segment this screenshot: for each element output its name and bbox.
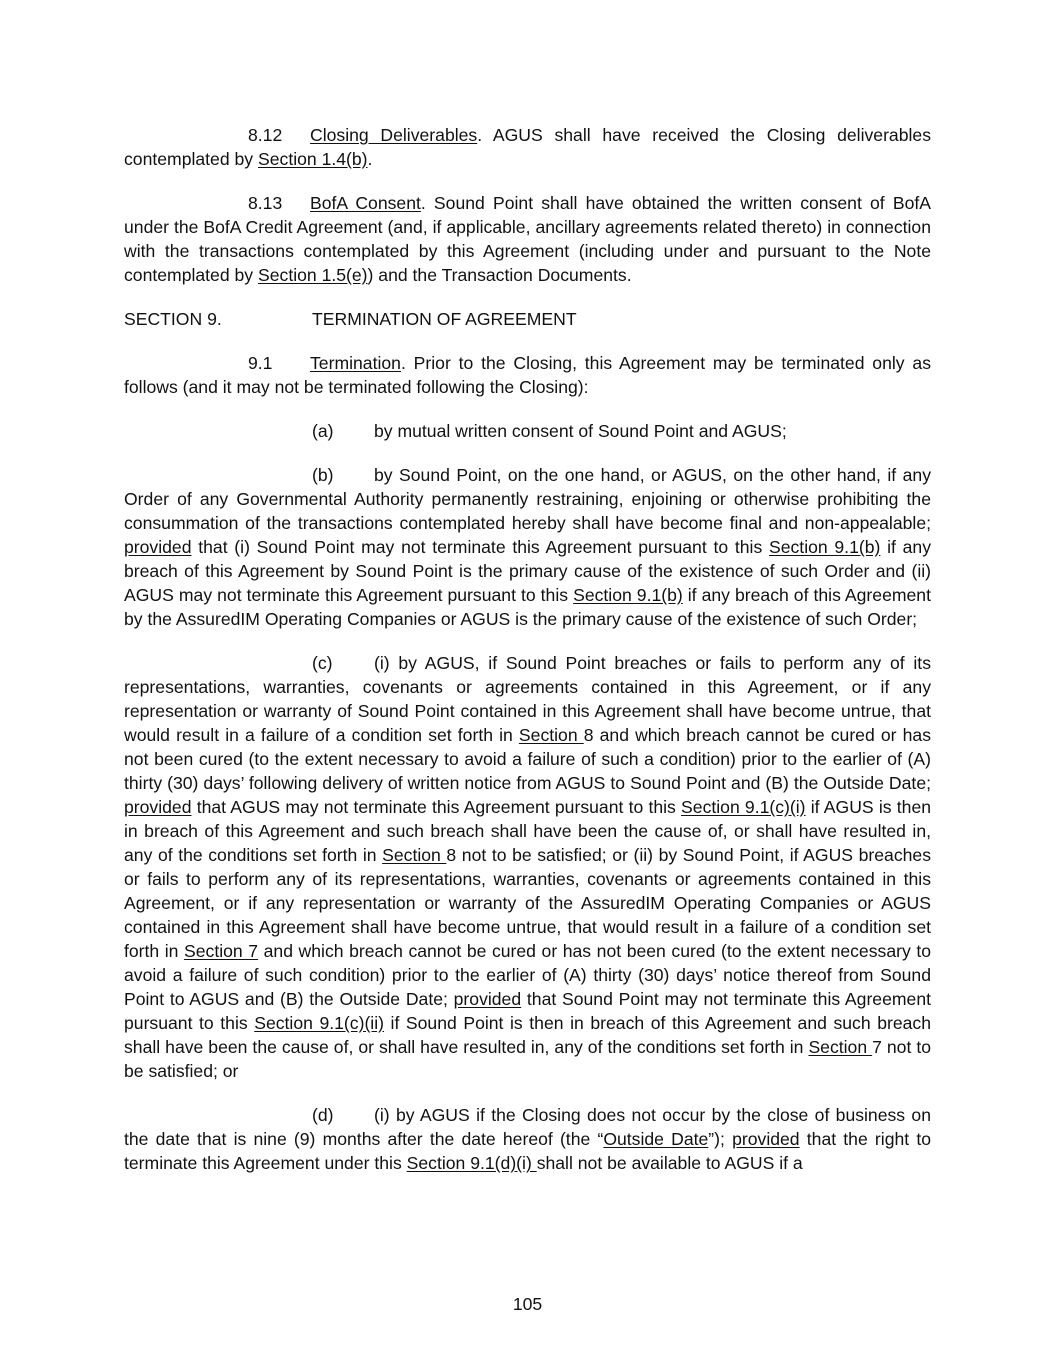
clause-label: (b) bbox=[312, 465, 334, 485]
clause-label: (a) bbox=[312, 421, 334, 441]
section-title: Termination bbox=[310, 353, 401, 373]
cross-reference-link[interactable]: Section 1.4(b) bbox=[258, 149, 368, 169]
cross-reference-link[interactable]: Section 7 bbox=[184, 941, 259, 961]
section-number: 8.13 bbox=[248, 193, 283, 213]
defined-term: Outside Date bbox=[603, 1129, 709, 1149]
section-title: Closing Deliverables bbox=[310, 125, 478, 145]
cross-reference-link[interactable]: Section 9.1(c)(i) bbox=[681, 797, 806, 817]
clause-label: (d) bbox=[312, 1105, 334, 1125]
section-number: 8.12 bbox=[248, 125, 283, 145]
section-9-heading bbox=[124, 307, 931, 331]
clause-d-paragraph: (d) (i) by AGUS if the Closing does not occur by the close of business on the date that is nine (9) months after the date hereof (the “Outside Date”); provided that the right to terminate this Agreement under this Section 9.1(d)(i) shall not be available to AGUS if a bbox=[124, 1105, 932, 1173]
section-heading-number: SECTION 9. bbox=[124, 309, 222, 329]
section-9-1-paragraph: 9.1 Termination. Prior to the Closing, this Agreement may be terminated only as follows (and it may not be terminated following the Closing): bbox=[124, 353, 931, 397]
section-8-13-paragraph: 8.13 BofA Consent. Sound Point shall have obtained the written consent of BofA under the BofA Credit Agreement (and, if applicable, ancillary agreements related thereto) in connection with the transactions contemplated by this Agreement (including under and pursuant to the Note contemplated by Section 1.5(e)) and the Transaction Documents. bbox=[124, 193, 931, 285]
page-number: 105 bbox=[512, 1294, 543, 1314]
cross-reference-link[interactable]: Section 9.1(c)(ii) bbox=[254, 1013, 384, 1033]
cross-reference-link[interactable]: Section 1.5(e) bbox=[258, 265, 368, 285]
cross-reference-link[interactable]: Section 9.1(d)(i) bbox=[406, 1153, 537, 1173]
clause-label: (c) bbox=[312, 653, 333, 673]
clause-c-paragraph: (c) (i) by AGUS, if Sound Point breaches or fails to perform any of its representations, warranties, covenants or agreements contained in this Agreement, or if any representation or warranty of Sound Point contained in this Agreement shall have become untrue, that would result in a failure of a condition set forth in Section 8 and which breach cannot be cured or has not been cured (to the extent necessary to avoid a failure of such a condition) prior to the earlier of (A) thirty (30) days’ following delivery of written notice from AGUS to Sound Point and (B) the Outside Date; provided that AGUS may not terminate this Agreement pursuant to this Section 9.1(c)(i) if AGUS is then in breach of this Agreement and such breach shall have been the cause of, or shall have resulted in, any of the conditions set forth in Section 8 not to be satisfied; or (ii) by Sound Point, if AGUS breaches or fails to perform any of its representations, warranties, covenants or agreements contained in this Agreement, or if any representation or warranty of the AssuredIM Operating Companies or AGUS contained in this Agreement shall have become untrue, that would result in a failure of a condition set forth in Section 7 and which breach cannot be cured or has not been cured (to the extent necessary to avoid a failure of such condition) prior to the earlier of (A) thirty (30) days’ notice thereof from Sound Point to AGUS and (B) the Outside Date; provided that Sound Point may not terminate this Agreement pursuant to this Section 9.1(c)(ii) if Sound Point is then in breach of this Agreement and such breach shall have been the cause of, or shall have resulted in, any of the conditions set forth in Section 7 not to be satisfied; or bbox=[124, 653, 932, 1081]
section-title: BofA Consent bbox=[310, 193, 421, 213]
provided-term: provided bbox=[732, 1129, 800, 1149]
document-page bbox=[124, 123, 931, 1175]
provided-term: provided bbox=[124, 537, 192, 557]
section-8-12-paragraph: 8.12 Closing Deliverables. AGUS shall have received the Closing deliverables contemplated by Section 1.4(b). bbox=[124, 125, 931, 169]
cross-reference-link[interactable]: Section 9.1(b) bbox=[573, 585, 683, 605]
provided-term: provided bbox=[453, 989, 522, 1009]
section-heading-title: TERMINATION OF AGREEMENT bbox=[312, 309, 577, 329]
cross-reference-link[interactable]: Section bbox=[382, 845, 447, 865]
cross-reference-link[interactable]: Section bbox=[808, 1037, 873, 1057]
clause-a-paragraph: (a) by mutual written consent of Sound Point and AGUS; bbox=[312, 421, 787, 441]
cross-reference-link[interactable]: Section 9.1(b) bbox=[768, 537, 881, 557]
provided-term: provided bbox=[124, 797, 192, 817]
section-number: 9.1 bbox=[248, 353, 273, 373]
clause-b-paragraph: (b) by Sound Point, on the one hand, or AGUS, on the other hand, if any Order of any Governmental Authority permanently restraining, enjoining or otherwise prohibiting the consummation of the transactions contemplated hereby shall have become final and non-appealable; provided that (i) Sound Point may not terminate this Agreement pursuant to this Section 9.1(b) if any breach of this Agreement by Sound Point is the primary cause of the existence of such Order and (ii) AGUS may not terminate this Agreement pursuant to this Section 9.1(b) if any breach of this Agreement by the AssuredIM Operating Companies or AGUS is the primary cause of the existence of such Order; bbox=[124, 465, 931, 629]
cross-reference-link[interactable]: Section bbox=[518, 725, 584, 745]
